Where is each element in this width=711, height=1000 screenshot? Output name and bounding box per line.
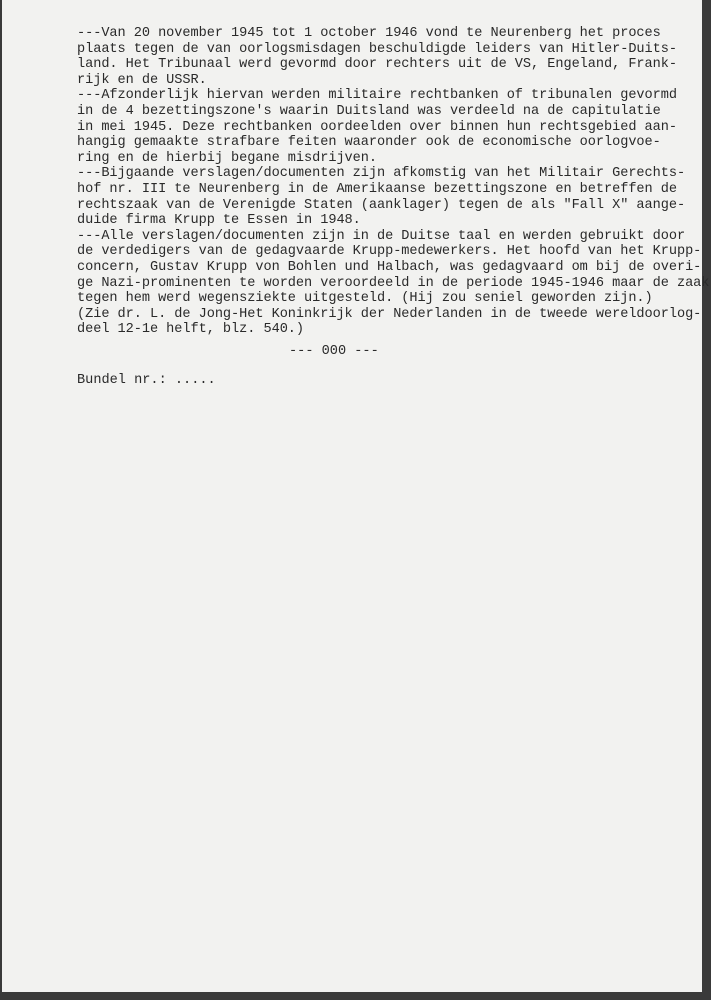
text-line: tegen hem werd wegensziekte uitgesteld. (Hij zou seniel geworden zijn.) [77,291,653,307]
text-line: ---Alle verslagen/documenten zijn in de Duitse taal en werden gebruikt door [77,228,686,244]
text-line: hangig gemaakte strafbare feiten waaronder ook de economische oorlogvoe- [77,135,661,151]
text-line: in de 4 bezettingszone's waarin Duitsland was verdeeld na de capitulatie [77,103,661,119]
text-line: (Zie dr. L. de Jong-Het Koninkrijk der Nederlanden in de tweede wereldoorlog- [77,306,702,322]
section-separator: --- 000 --- [289,344,379,359]
text-line: ---Afzonderlijk hiervan werden militaire rechtbanken of tribunalen gevormd [77,88,677,104]
text-line: rijk en de USSR. [77,72,207,88]
text-line: hof nr. III te Neurenberg in de Amerikaanse bezettingszone en betreffen de [77,181,677,197]
text-line: plaats tegen de van oorlogsmisdagen beschuldigde leiders van Hitler-Duits- [77,41,677,57]
text-line: rechtszaak van de Verenigde Staten (aanklager) tegen de als "Fall X" aange- [77,197,686,213]
bundel-number: Bundel nr.: ..... [77,373,216,388]
text-line: concern, Gustav Krupp von Bohlen und Halbach, was gedagvaard om bij de overi- [77,259,702,275]
text-line: deel 12-1e helft, blz. 540.) [77,322,305,338]
text-line: ---Bijgaande verslagen/documenten zijn afkomstig van het Militair Gerechts- [77,166,686,182]
text-line: land. Het Tribunaal werd gevormd door rechters uit de VS, Engeland, Frank- [77,57,677,73]
text-line: ---Van 20 november 1945 tot 1 october 1946 vond te Neurenberg het proces [77,26,661,41]
text-line: ge Nazi-prominenten te worden veroordeeld in de periode 1945-1946 maar de zaak [77,275,710,291]
document-page [2,0,710,992]
text-line: ring en de hierbij begane misdrijven. [77,150,377,166]
text-line: de verdedigers van de gedagvaarde Krupp-medewerkers. Het hoofd van het Krupp- [77,244,702,260]
document-body [77,26,709,338]
text-line: duide firma Krupp te Essen in 1948. [77,213,361,229]
text-line: in mei 1945. Deze rechtbanken oordeelden over binnen hun rechtsgebied aan- [77,119,677,135]
